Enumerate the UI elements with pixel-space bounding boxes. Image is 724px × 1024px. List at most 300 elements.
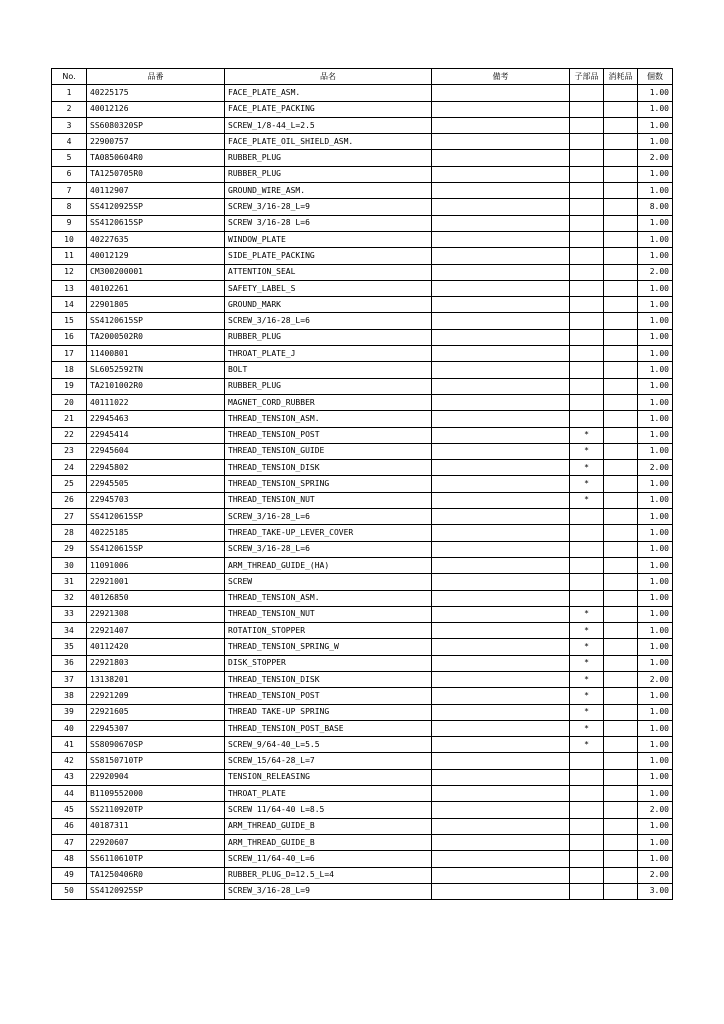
cell-quantity: 1.00 — [638, 101, 673, 117]
table-row — [52, 476, 673, 492]
table-row — [52, 753, 673, 769]
cell-consumable — [604, 248, 638, 264]
cell-part-name: THREAD_TENSION_NUT — [225, 606, 432, 622]
cell-sub-part — [570, 590, 604, 606]
cell-part-name: SCREW_11/64-40_L=6 — [225, 851, 432, 867]
cell-part-number: SS8090670SP — [87, 737, 225, 753]
table-row — [52, 85, 673, 101]
cell-part-number: 40126850 — [87, 590, 225, 606]
cell-consumable — [604, 655, 638, 671]
cell-no: 5 — [52, 150, 87, 166]
cell-part-number: 22945604 — [87, 443, 225, 459]
cell-consumable — [604, 557, 638, 573]
cell-consumable — [604, 215, 638, 231]
cell-part-name: RUBBER_PLUG — [225, 150, 432, 166]
cell-no: 7 — [52, 183, 87, 199]
cell-part-number: 40225185 — [87, 525, 225, 541]
table-row — [52, 786, 673, 802]
cell-consumable — [604, 688, 638, 704]
cell-part-number: 22921803 — [87, 655, 225, 671]
cell-sub-part — [570, 313, 604, 329]
cell-part-name: SCREW_15/64-28_L=7 — [225, 753, 432, 769]
table-row — [52, 688, 673, 704]
table-row — [52, 183, 673, 199]
cell-remarks — [432, 346, 570, 362]
cell-remarks — [432, 688, 570, 704]
table-row — [52, 313, 673, 329]
cell-part-number: SS8150710TP — [87, 753, 225, 769]
cell-no: 4 — [52, 134, 87, 150]
cell-sub-part — [570, 101, 604, 117]
cell-sub-part — [570, 411, 604, 427]
cell-consumable — [604, 541, 638, 557]
cell-quantity: 1.00 — [638, 248, 673, 264]
cell-no: 16 — [52, 329, 87, 345]
cell-part-name: FACE_PLATE_PACKING — [225, 101, 432, 117]
cell-part-number: TA1250406R0 — [87, 867, 225, 883]
cell-consumable — [604, 867, 638, 883]
table-row — [52, 492, 673, 508]
cell-part-name: SIDE_PLATE_PACKING — [225, 248, 432, 264]
cell-remarks — [432, 525, 570, 541]
cell-part-name: ATTENTION_SEAL — [225, 264, 432, 280]
cell-quantity: 1.00 — [638, 362, 673, 378]
cell-part-name: TENSION_RELEASING — [225, 769, 432, 785]
cell-part-name: ROTATION_STOPPER — [225, 623, 432, 639]
cell-sub-part — [570, 215, 604, 231]
cell-quantity: 1.00 — [638, 525, 673, 541]
cell-part-number: SS4120615SP — [87, 509, 225, 525]
cell-sub-part: * — [570, 623, 604, 639]
cell-part-name: WINDOW_PLATE — [225, 231, 432, 247]
cell-part-number: TA2000502R0 — [87, 329, 225, 345]
cell-sub-part — [570, 883, 604, 899]
cell-remarks — [432, 867, 570, 883]
header-no: No. — [52, 69, 87, 85]
cell-remarks — [432, 590, 570, 606]
cell-consumable — [604, 346, 638, 362]
cell-quantity: 1.00 — [638, 215, 673, 231]
cell-part-name: DISK_STOPPER — [225, 655, 432, 671]
cell-consumable — [604, 101, 638, 117]
cell-no: 40 — [52, 720, 87, 736]
cell-part-number: 22945505 — [87, 476, 225, 492]
cell-part-name: RUBBER_PLUG — [225, 166, 432, 182]
cell-consumable — [604, 329, 638, 345]
cell-quantity: 1.00 — [638, 166, 673, 182]
cell-part-number: SS4120925SP — [87, 883, 225, 899]
cell-part-name: SCREW_3/16-28_L=6 — [225, 509, 432, 525]
header-consumable: 消耗品 — [604, 69, 638, 85]
cell-quantity: 1.00 — [638, 737, 673, 753]
table-row — [52, 117, 673, 133]
cell-no: 49 — [52, 867, 87, 883]
cell-no: 13 — [52, 280, 87, 296]
table-row — [52, 443, 673, 459]
cell-remarks — [432, 818, 570, 834]
cell-remarks — [432, 492, 570, 508]
cell-no: 28 — [52, 525, 87, 541]
table-row — [52, 590, 673, 606]
cell-part-number: 22945802 — [87, 460, 225, 476]
cell-part-number: TA0850604R0 — [87, 150, 225, 166]
parts-list-table — [51, 68, 673, 900]
table-row — [52, 834, 673, 850]
cell-part-name: ARM_THREAD_GUIDE_(HA) — [225, 557, 432, 573]
cell-sub-part — [570, 753, 604, 769]
cell-no: 29 — [52, 541, 87, 557]
table-row — [52, 606, 673, 622]
cell-remarks — [432, 834, 570, 850]
cell-sub-part — [570, 117, 604, 133]
cell-sub-part: * — [570, 655, 604, 671]
cell-sub-part — [570, 362, 604, 378]
cell-consumable — [604, 134, 638, 150]
cell-remarks — [432, 280, 570, 296]
cell-part-number: 22921605 — [87, 704, 225, 720]
cell-no: 12 — [52, 264, 87, 280]
cell-part-name: FACE_PLATE_ASM. — [225, 85, 432, 101]
cell-remarks — [432, 557, 570, 573]
cell-sub-part: * — [570, 460, 604, 476]
cell-remarks — [432, 297, 570, 313]
cell-no: 3 — [52, 117, 87, 133]
cell-part-number: 22900757 — [87, 134, 225, 150]
cell-quantity: 1.00 — [638, 509, 673, 525]
cell-quantity: 2.00 — [638, 802, 673, 818]
cell-part-number: 22945307 — [87, 720, 225, 736]
cell-remarks — [432, 737, 570, 753]
cell-consumable — [604, 802, 638, 818]
table-row — [52, 150, 673, 166]
table-row — [52, 248, 673, 264]
cell-consumable — [604, 166, 638, 182]
cell-sub-part: * — [570, 737, 604, 753]
cell-remarks — [432, 378, 570, 394]
cell-quantity: 1.00 — [638, 753, 673, 769]
cell-part-name: THREAD_TENSION_SPRING — [225, 476, 432, 492]
cell-remarks — [432, 150, 570, 166]
cell-consumable — [604, 150, 638, 166]
cell-remarks — [432, 460, 570, 476]
cell-part-name: SCREW_3/16-28_L=6 — [225, 541, 432, 557]
cell-sub-part — [570, 150, 604, 166]
cell-consumable — [604, 753, 638, 769]
cell-consumable — [604, 427, 638, 443]
cell-no: 30 — [52, 557, 87, 573]
cell-quantity: 1.00 — [638, 378, 673, 394]
cell-consumable — [604, 460, 638, 476]
cell-remarks — [432, 117, 570, 133]
cell-no: 10 — [52, 231, 87, 247]
cell-quantity: 1.00 — [638, 411, 673, 427]
cell-sub-part: * — [570, 688, 604, 704]
cell-consumable — [604, 394, 638, 410]
cell-quantity: 1.00 — [638, 818, 673, 834]
cell-quantity: 1.00 — [638, 297, 673, 313]
cell-sub-part: * — [570, 606, 604, 622]
table-row — [52, 525, 673, 541]
cell-consumable — [604, 525, 638, 541]
cell-quantity: 2.00 — [638, 150, 673, 166]
table-row — [52, 199, 673, 215]
cell-sub-part: * — [570, 671, 604, 687]
cell-remarks — [432, 769, 570, 785]
cell-part-number: 40102261 — [87, 280, 225, 296]
cell-sub-part — [570, 574, 604, 590]
cell-no: 35 — [52, 639, 87, 655]
cell-remarks — [432, 883, 570, 899]
table-row — [52, 280, 673, 296]
cell-part-name: THREAD_TENSION_DISK — [225, 671, 432, 687]
cell-part-name: THREAD_TENSION_ASM. — [225, 590, 432, 606]
cell-sub-part — [570, 834, 604, 850]
header-sub-part: 子部品 — [570, 69, 604, 85]
cell-part-name: GROUND_WIRE_ASM. — [225, 183, 432, 199]
cell-no: 9 — [52, 215, 87, 231]
cell-quantity: 1.00 — [638, 394, 673, 410]
cell-consumable — [604, 639, 638, 655]
cell-quantity: 1.00 — [638, 590, 673, 606]
cell-part-number: 22920607 — [87, 834, 225, 850]
cell-remarks — [432, 704, 570, 720]
cell-consumable — [604, 264, 638, 280]
table-row — [52, 329, 673, 345]
cell-no: 1 — [52, 85, 87, 101]
table-row — [52, 574, 673, 590]
cell-quantity: 1.00 — [638, 231, 673, 247]
cell-consumable — [604, 883, 638, 899]
cell-consumable — [604, 818, 638, 834]
cell-part-number: SS2110920TP — [87, 802, 225, 818]
cell-quantity: 1.00 — [638, 443, 673, 459]
table-row — [52, 802, 673, 818]
cell-part-number: SS4120615SP — [87, 215, 225, 231]
cell-sub-part — [570, 346, 604, 362]
cell-no: 45 — [52, 802, 87, 818]
cell-part-name: THREAD_TENSION_SPRING_W — [225, 639, 432, 655]
cell-part-name: BOLT — [225, 362, 432, 378]
cell-no: 11 — [52, 248, 87, 264]
cell-consumable — [604, 85, 638, 101]
cell-consumable — [604, 720, 638, 736]
cell-consumable — [604, 737, 638, 753]
cell-quantity: 1.00 — [638, 329, 673, 345]
table-row — [52, 411, 673, 427]
cell-quantity: 1.00 — [638, 313, 673, 329]
cell-no: 25 — [52, 476, 87, 492]
cell-no: 19 — [52, 378, 87, 394]
cell-part-name: THREAD_TENSION_POST — [225, 427, 432, 443]
cell-sub-part — [570, 199, 604, 215]
cell-no: 39 — [52, 704, 87, 720]
cell-no: 36 — [52, 655, 87, 671]
cell-remarks — [432, 655, 570, 671]
cell-remarks — [432, 394, 570, 410]
cell-sub-part — [570, 557, 604, 573]
cell-no: 21 — [52, 411, 87, 427]
cell-no: 2 — [52, 101, 87, 117]
cell-remarks — [432, 427, 570, 443]
cell-sub-part — [570, 248, 604, 264]
cell-consumable — [604, 769, 638, 785]
cell-consumable — [604, 297, 638, 313]
table-row — [52, 231, 673, 247]
header-remarks: 備考 — [432, 69, 570, 85]
cell-no: 6 — [52, 166, 87, 182]
cell-quantity: 2.00 — [638, 867, 673, 883]
table-row — [52, 166, 673, 182]
cell-part-number: CM300200001 — [87, 264, 225, 280]
cell-sub-part — [570, 231, 604, 247]
cell-no: 48 — [52, 851, 87, 867]
cell-quantity: 1.00 — [638, 655, 673, 671]
cell-quantity: 1.00 — [638, 769, 673, 785]
cell-sub-part — [570, 183, 604, 199]
cell-quantity: 1.00 — [638, 492, 673, 508]
cell-quantity: 1.00 — [638, 427, 673, 443]
cell-quantity: 2.00 — [638, 671, 673, 687]
cell-no: 37 — [52, 671, 87, 687]
cell-part-name: THROAT_PLATE_J — [225, 346, 432, 362]
cell-consumable — [604, 183, 638, 199]
cell-no: 32 — [52, 590, 87, 606]
cell-part-number: SS4120615SP — [87, 313, 225, 329]
table-row — [52, 623, 673, 639]
cell-part-number: SS4120615SP — [87, 541, 225, 557]
cell-part-number: SS6110610TP — [87, 851, 225, 867]
cell-no: 17 — [52, 346, 87, 362]
cell-part-number: SS4120925SP — [87, 199, 225, 215]
cell-part-name: SCREW_3/16-28_L=9 — [225, 199, 432, 215]
cell-part-name: ARM_THREAD_GUIDE_B — [225, 834, 432, 850]
cell-quantity: 2.00 — [638, 264, 673, 280]
cell-sub-part — [570, 264, 604, 280]
cell-remarks — [432, 753, 570, 769]
table-row — [52, 215, 673, 231]
cell-remarks — [432, 639, 570, 655]
cell-quantity: 1.00 — [638, 851, 673, 867]
cell-quantity: 1.00 — [638, 541, 673, 557]
cell-consumable — [604, 851, 638, 867]
cell-quantity: 3.00 — [638, 883, 673, 899]
cell-consumable — [604, 606, 638, 622]
cell-remarks — [432, 183, 570, 199]
cell-quantity: 1.00 — [638, 346, 673, 362]
cell-part-name: THREAD TAKE-UP SPRING — [225, 704, 432, 720]
cell-remarks — [432, 786, 570, 802]
cell-part-name: SCREW 3/16-28 L=6 — [225, 215, 432, 231]
cell-remarks — [432, 329, 570, 345]
cell-remarks — [432, 802, 570, 818]
cell-sub-part — [570, 297, 604, 313]
cell-sub-part — [570, 394, 604, 410]
cell-quantity: 1.00 — [638, 574, 673, 590]
table-row — [52, 346, 673, 362]
header-quantity: 個数 — [638, 69, 673, 85]
cell-quantity: 1.00 — [638, 834, 673, 850]
table-row — [52, 101, 673, 117]
cell-part-number: 40225175 — [87, 85, 225, 101]
cell-no: 33 — [52, 606, 87, 622]
cell-quantity: 1.00 — [638, 639, 673, 655]
cell-no: 47 — [52, 834, 87, 850]
cell-remarks — [432, 623, 570, 639]
table-row — [52, 867, 673, 883]
cell-no: 14 — [52, 297, 87, 313]
cell-sub-part — [570, 786, 604, 802]
cell-part-number: 40187311 — [87, 818, 225, 834]
cell-no: 18 — [52, 362, 87, 378]
cell-remarks — [432, 264, 570, 280]
cell-part-name: RUBBER_PLUG_D=12.5_L=4 — [225, 867, 432, 883]
cell-part-number: 40012129 — [87, 248, 225, 264]
cell-sub-part: * — [570, 427, 604, 443]
cell-part-name: THREAD_TENSION_DISK — [225, 460, 432, 476]
cell-part-name: ARM_THREAD_GUIDE_B — [225, 818, 432, 834]
cell-quantity: 1.00 — [638, 476, 673, 492]
cell-consumable — [604, 509, 638, 525]
cell-consumable — [604, 231, 638, 247]
cell-quantity: 1.00 — [638, 280, 673, 296]
cell-part-number: SS6080320SP — [87, 117, 225, 133]
cell-sub-part — [570, 166, 604, 182]
table-row — [52, 264, 673, 280]
cell-no: 27 — [52, 509, 87, 525]
cell-consumable — [604, 280, 638, 296]
table-row — [52, 362, 673, 378]
cell-sub-part: * — [570, 639, 604, 655]
cell-part-name: SCREW_9/64-40_L=5.5 — [225, 737, 432, 753]
cell-sub-part — [570, 509, 604, 525]
cell-sub-part — [570, 867, 604, 883]
cell-sub-part — [570, 851, 604, 867]
cell-no: 34 — [52, 623, 87, 639]
table-row — [52, 655, 673, 671]
cell-quantity: 8.00 — [638, 199, 673, 215]
cell-sub-part — [570, 134, 604, 150]
cell-no: 41 — [52, 737, 87, 753]
table-row — [52, 427, 673, 443]
cell-remarks — [432, 362, 570, 378]
cell-quantity: 1.00 — [638, 117, 673, 133]
cell-part-name: MAGNET_CORD_RUBBER — [225, 394, 432, 410]
cell-part-name: SCREW_3/16-28_L=6 — [225, 313, 432, 329]
cell-quantity: 1.00 — [638, 688, 673, 704]
cell-consumable — [604, 476, 638, 492]
cell-no: 50 — [52, 883, 87, 899]
cell-part-name: THROAT_PLATE — [225, 786, 432, 802]
cell-part-number: 22920904 — [87, 769, 225, 785]
cell-consumable — [604, 378, 638, 394]
cell-part-number: SL6052592TN — [87, 362, 225, 378]
cell-consumable — [604, 574, 638, 590]
cell-part-name: THREAD_TENSION_NUT — [225, 492, 432, 508]
cell-consumable — [604, 704, 638, 720]
cell-no: 20 — [52, 394, 87, 410]
cell-consumable — [604, 313, 638, 329]
cell-consumable — [604, 199, 638, 215]
cell-part-name: SAFETY_LABEL_S — [225, 280, 432, 296]
cell-sub-part — [570, 329, 604, 345]
cell-consumable — [604, 590, 638, 606]
cell-part-number: 13138201 — [87, 671, 225, 687]
cell-consumable — [604, 492, 638, 508]
cell-consumable — [604, 362, 638, 378]
cell-part-name: THREAD_TENSION_POST — [225, 688, 432, 704]
cell-consumable — [604, 786, 638, 802]
cell-part-name: THREAD_TENSION_ASM. — [225, 411, 432, 427]
